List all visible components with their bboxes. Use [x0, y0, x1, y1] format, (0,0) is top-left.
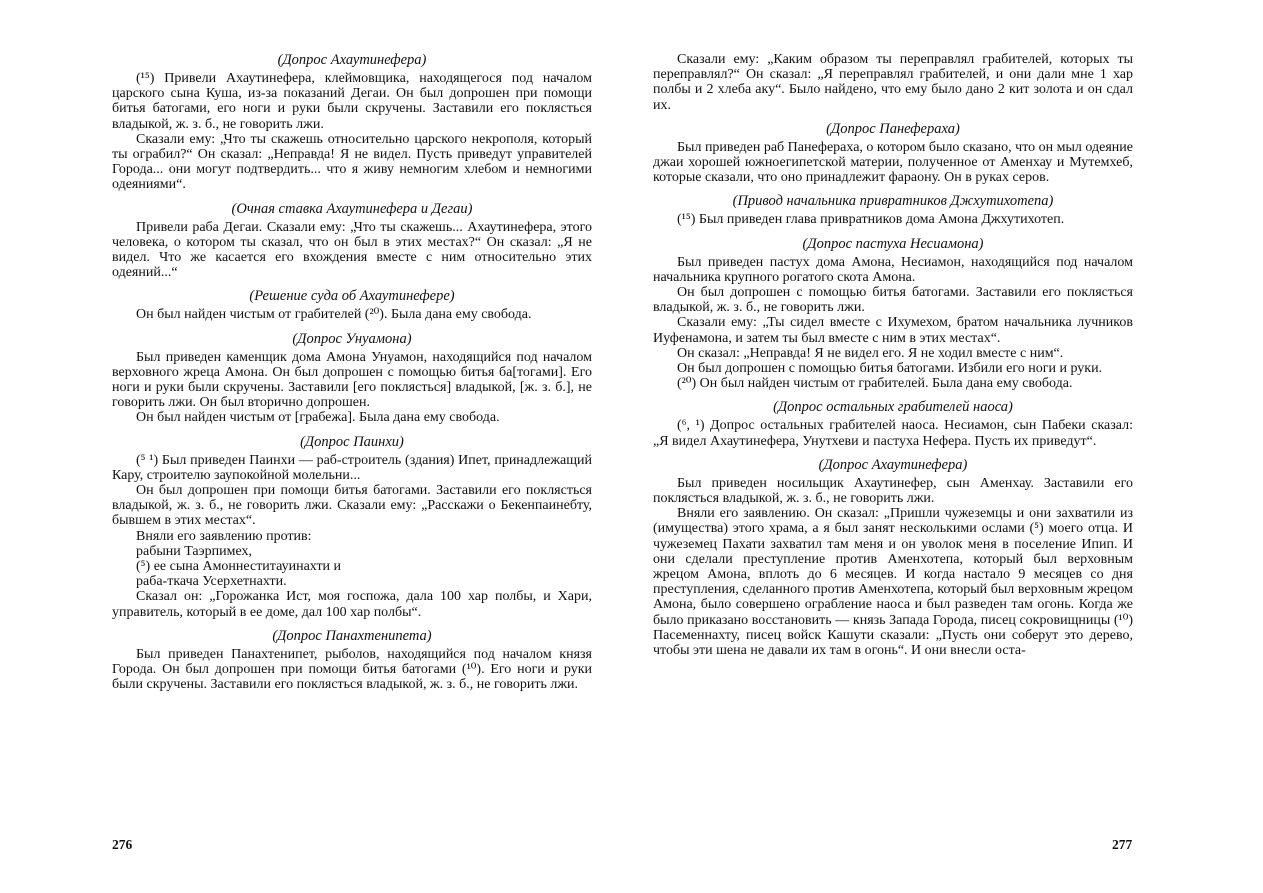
paragraph: Был приведен носильщик Ахаутинефер, сын Аменхау. Заставили его поклясться владыкой, ж. з. б., не говорить лжи. [653, 475, 1133, 507]
section-heading: (Допрос Унуамона) [292, 330, 412, 347]
paragraph: (⁶, ¹) Допрос остальных грабителей наоса. Несиамон, сын Пабеки сказал: „Я видел Ахаутинефера, Унутхеви и пастуха Нефера. Пусть их приведут“. [653, 418, 1133, 449]
paragraph: (¹⁵) Привели Ахаутинефера, клеймовщика, находящегося под началом царского сына Куша, из-за показаний Дегаи. Он был допрошен при помощи битья батогами, его ноги и руки были скручены. Заставили его поклясться владыкой, ж. з. б., не говорить лжи. [112, 71, 592, 132]
section-heading: (Допрос пастуха Несиамона) [802, 235, 984, 252]
section-heading: (Привод начальника привратников Джхутихотепа) [732, 193, 1054, 210]
paragraph: Был приведен каменщик дома Амона Унуамон, находящийся под началом верховного жреца Амона. Он был допрошен с помощью битья ба[тогами]. Его ноги и руки были скручены. Заставили [его поклясться] владыкой, [ж. з. б.], не говорить лжи. Он был вторично допрошен. [112, 349, 592, 411]
paragraph: Он был допрошен с помощью битья батогами. Избили его ноги и руки. [677, 361, 1103, 377]
paragraph: Сказали ему: „Каким образом ты переправлял грабителей, которых ты переправлял?“ Он сказал: „Я переправлял грабителей, и они дали мне 1 хар полбы и 2 хлеба аку“. Было найдено, что ему было дано 2 кит золота и он сдал их. [653, 52, 1133, 113]
paragraph: Вняли его заявлению. Он сказал: „Пришли чужеземцы и они захватили из (имущества) этого храма, а я был занят несколькими ослами (⁵) моего отца. И чужеземец Пахати захватил там меня и он уволок меня в поселение Ипип. И они сделали преступление против Аменхотепа, который был верховным жрецом Амона, вплоть до 6 месяцев. И когда настало 9 месяцев со дня преступления, сделанного против Аменхотепа, который был верховным жрецом Амона, было совершено ограбление наоса и был разведен там огонь. Когда же было приказано восстановить — князь Запада Города, писец сокровищницы (¹⁰) Пасеменнахту, писец войск Кашути сказали: „Пусть они соберут это дерево, чтобы эти шена не давали их там в огонь“. И они внесли оста- [653, 506, 1133, 659]
paragraph: Он был допрошен с помощью битья батогами. Заставили его поклясться владыкой, ж. з. б., не говорить лжи. [653, 285, 1133, 316]
paragraph: Он был допрошен при помощи битья батогами. Заставили его поклясться владыкой, ж. з. б., не говорить лжи. Сказали ему: „Расскажи о Бекенпаинебту, бывшем в этих местах“. [112, 483, 592, 529]
paragraph: Он был найден чистым от грабителей (²⁰). Была дана ему свобода. [136, 307, 532, 323]
paragraph: Вняли его заявлению против: [136, 528, 312, 544]
right-page [653, 52, 1133, 658]
right-page-number: 277 [1112, 837, 1133, 852]
paragraph: (⁵) ее сына Амоннеститауинахти и [136, 559, 342, 575]
paragraph: Был приведен Панахтенипет, рыболов, находящийся под началом князя Города. Он был допрошен при помощи битья батогами (¹⁰). Его ноги и руки были скручены. Заставили его поклясться владыкой, ж. з. б., не говорить лжи. [112, 646, 592, 693]
paragraph: (⁵ ¹) Был приведен Паинхи — раб-строитель (здания) Ипет, принадлежащий Кару, строителю заупокойной молельни... [112, 452, 592, 483]
paragraph: (¹⁵) Был приведен глава привратников дома Амона Джхутихотеп. [677, 212, 1065, 228]
paragraph: Сказали ему: „Ты сидел вместе с Ихумехом, братом начальника лучников Иуфенамона, и затем ты был вместе с ним в этих местах“. [653, 315, 1133, 346]
paragraph: Сказал он: „Горожанка Ист, моя госпожа, дала 100 хар полбы, и Хари, управитель, который в ее доме, дал 100 хар полбы“. [112, 589, 592, 620]
paragraph: Сказали ему: „Что ты скажешь относительно царского некрополя, который ты ограбил?“ Он сказал: „Неправда! Я не видел. Пусть приведут управителей Города... они могут подтвердить... что я живу немногим хлебом и немногими одеяниями“. [112, 131, 592, 193]
section-heading: (Очная ставка Ахаутинефера и Дегаи) [231, 200, 473, 217]
paragraph: Он сказал: „Неправда! Я не видел его. Я не ходил вместе с ним“. [677, 345, 1064, 361]
section-heading: (Допрос Панахтенипета) [272, 627, 432, 644]
paragraph: раба-ткача Усерхетнахти. [136, 574, 287, 590]
paragraph: рабыни Таэрпимех, [136, 543, 253, 559]
section-heading: (Допрос Ахаутинефера) [277, 52, 427, 68]
paragraph: Был приведен раб Панефераха, о котором было сказано, что он мыл одеяние джаи хорошей южноегипетской материи, полученное от Аменхау и Мутемхеб, которые сказали, что оно принадлежит фараону. Он в руках серов. [653, 139, 1133, 186]
paragraph: Он был найден чистым от [грабежа]. Была дана ему свобода. [136, 410, 500, 426]
paragraph: Был приведен пастух дома Амона, Несиамон, находящийся под началом начальника крупного рогатого скота Амона. [653, 254, 1133, 285]
left-page [112, 52, 592, 693]
paragraph: (²⁰) Он был найден чистым от грабителей. Была дана ему свобода. [677, 376, 1073, 392]
section-heading: (Решение суда об Ахаутинефере) [249, 288, 455, 305]
paragraph: Привели раба Дегаи. Сказали ему: „Что ты скажешь... Ахаутинефера, этого человека, о котором ты сказал, что он был в этих местах?“ Он сказал: „Я не видел. Что же касается его вхождения вместе с ним относительно этих одеяний...“ [112, 219, 592, 281]
section-heading: (Допрос остальных грабителей наоса) [773, 399, 1013, 416]
left-page-number: 276 [112, 837, 133, 852]
section-heading: (Допрос Панефераха) [826, 120, 960, 137]
section-heading: (Допрос Ахаутинефера) [818, 456, 968, 473]
section-heading: (Допрос Паинхи) [300, 433, 404, 450]
